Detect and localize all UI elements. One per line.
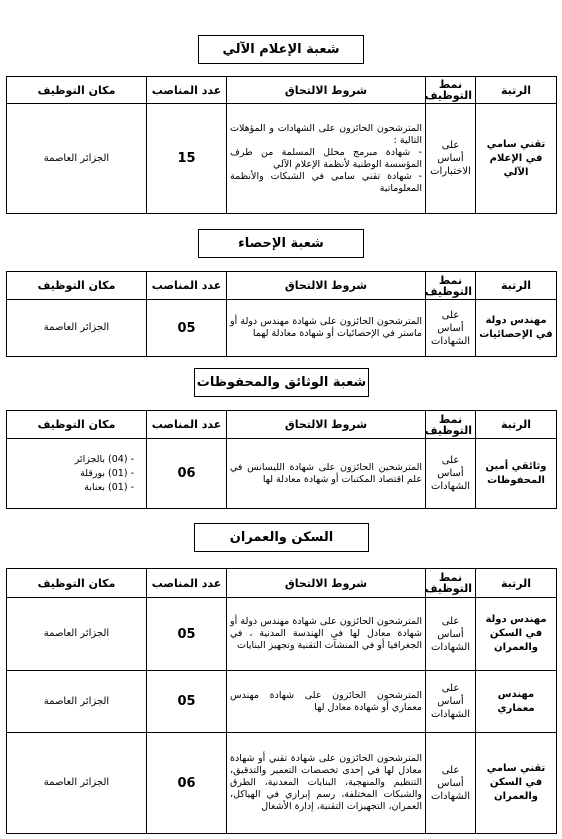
table-row — [7, 439, 557, 509]
count-cell: 15 — [147, 104, 227, 214]
header-count: عدد المناصب — [147, 272, 227, 300]
conditions-cell: المترشحين الحائزون على شهادة الليسانس في علم اقتصاد المكتبات أو شهادة معادلة لها — [227, 439, 426, 509]
table-row — [7, 300, 557, 357]
place-list-item: - (04) بالجزائر — [74, 453, 134, 465]
header-rank: الرتبة — [476, 411, 557, 439]
header-place: مكان التوظيف — [7, 272, 147, 300]
table-header-row — [7, 569, 557, 598]
table-housing — [6, 568, 557, 834]
header-place: مكان التوظيف — [7, 411, 147, 439]
table-statistics — [6, 271, 557, 357]
header-count: عدد المناصب — [147, 569, 227, 598]
place-list-item: - (01) بعنابة — [84, 481, 134, 493]
rank-cell: وثائقي أمين المحفوظات — [476, 439, 557, 509]
table-row — [7, 733, 557, 834]
count-cell: 05 — [147, 300, 227, 357]
mode-cell: على أساس الاختبارات — [426, 104, 476, 214]
place-cell: الجزائر العاصمة — [7, 733, 147, 834]
count-cell: 06 — [147, 439, 227, 509]
place-cell: الجزائر العاصمة — [7, 671, 147, 733]
header-mode: نمط التوظيف — [426, 272, 476, 300]
mode-cell: على أساس الشهادات — [426, 671, 476, 733]
header-count: عدد المناصب — [147, 411, 227, 439]
rank-cell: تقني سامي في الإعلام الآلي — [476, 104, 557, 214]
conditions-cell: المترشحون الحائزون على شهادة مهندس دولة أو شهادة معادل لها في الهندسة المدنية ، في الجغرافيا أو في المنشآت التقنية وتجهيز البنايات — [227, 598, 426, 671]
section-title-computing: شعبة الإعلام الآلي — [198, 35, 364, 64]
table-row — [7, 104, 557, 214]
header-mode: نمط التوظيف — [426, 77, 476, 104]
count-cell: 05 — [147, 598, 227, 671]
count-cell: 06 — [147, 733, 227, 834]
header-conditions: شروط الالتحاق — [227, 411, 426, 439]
table-header-row — [7, 77, 557, 104]
section-title-statistics: شعبة الإحصاء — [198, 229, 364, 258]
rank-cell: مهندس دولة في السكن والعمران — [476, 598, 557, 671]
mode-cell: على أساس الشهادات — [426, 598, 476, 671]
header-rank: الرتبة — [476, 569, 557, 598]
table-computing — [6, 76, 557, 214]
header-mode: نمط التوظيف — [426, 569, 476, 598]
header-conditions: شروط الالتحاق — [227, 569, 426, 598]
place-list-item: - (01) بورقلة — [80, 467, 134, 479]
header-count: عدد المناصب — [147, 77, 227, 104]
count-cell: 05 — [147, 671, 227, 733]
conditions-cell: المترشحون الحائزون على شهادة مهندس معماري أو شهادة معادل لها — [227, 671, 426, 733]
rank-cell: مهندس دولة في الإحصائيات — [476, 300, 557, 357]
mode-cell: على أساس الشهادات — [426, 439, 476, 509]
conditions-bullet: - شهادة تقني سامي في الشبكات والأنظمة المعلوماتية — [230, 170, 422, 194]
header-rank: الرتبة — [476, 77, 557, 104]
place-cell: الجزائر العاصمة — [7, 598, 147, 671]
conditions-cell: المترشحون الحائزون على شهادة مهندس دولة أو ماستر في الإحصائيات أو شهادة معادلة لهما — [227, 300, 426, 357]
header-conditions: شروط الالتحاق — [227, 77, 426, 104]
rank-cell: مهندس معماري — [476, 671, 557, 733]
conditions-cell — [227, 104, 426, 214]
mode-cell: على أساس الشهادات — [426, 733, 476, 834]
place-cell: الجزائر العاصمة — [7, 300, 147, 357]
place-cell: الجزائر العاصمة — [7, 104, 147, 214]
header-place: مكان التوظيف — [7, 77, 147, 104]
header-conditions: شروط الالتحاق — [227, 272, 426, 300]
header-mode: نمط التوظيف — [426, 411, 476, 439]
header-rank: الرتبة — [476, 272, 557, 300]
rank-cell: تقني سامي في السكن والعمران — [476, 733, 557, 834]
header-place: مكان التوظيف — [7, 569, 147, 598]
conditions-intro: المترشحون الحائزون على الشهادات و المؤهلات التالية : — [230, 122, 422, 146]
table-row — [7, 671, 557, 733]
table-archives — [6, 410, 557, 509]
table-header-row — [7, 411, 557, 439]
place-list-cell — [7, 439, 147, 509]
table-row — [7, 598, 557, 671]
conditions-cell: المترشحون الحائزون على شهادة تقني أو شهادة معادل لها في إحدى تخصصات التعمير والتدقيق، التنظيم والمنهجية، البنايات المعدنية، الطرق والشبكات المختلفة، رسم إبرازي في الهياكل، العمران، التجهيزات التقنية، إدارة الأشغال — [227, 733, 426, 834]
conditions-bullet: - شهادة مبرمج محلل المسلمة من طرف المؤسسة الوطنية لأنظمة الإعلام الآلي — [230, 146, 422, 170]
section-title-housing: السكن والعمران — [194, 523, 369, 552]
table-header-row — [7, 272, 557, 300]
mode-cell: على أساس الشهادات — [426, 300, 476, 357]
section-title-archives: شعبة الوثائق والمحفوظات — [194, 368, 369, 397]
